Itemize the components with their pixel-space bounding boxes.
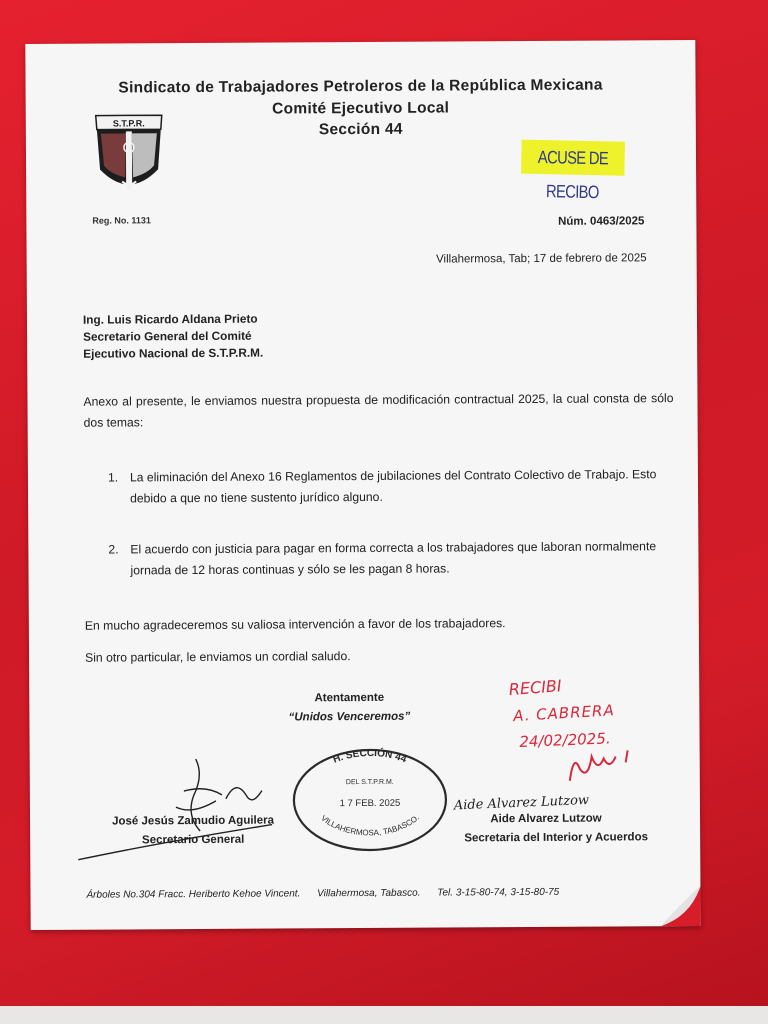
recipient-name: Ing. Luis Ricardo Aldana Prieto [82, 311, 258, 327]
closing-atentamente: Atentamente [314, 691, 385, 705]
svg-text:VILLAHERMOSA, TABASCO. [319, 813, 421, 838]
signature-1-scribble [76, 754, 287, 865]
list-item-text: La eliminación del Anexo 16 Reglamentos de jubilaciones del Contrato Colectivo de Trabajo. Esto debido a que no tiene sustento jurídico alguno. [129, 467, 657, 506]
letterhead-line3: Sección 44 [318, 120, 403, 139]
closing-motto: “Unidos Venceremos” [288, 710, 411, 724]
emblem-text: S.T.P.R. [112, 118, 145, 129]
signatory-1-title: Secretario General [141, 833, 245, 847]
bottom-strip [0, 1006, 768, 1024]
recipient-title1: Secretario General del Comité [83, 328, 252, 344]
received-line2: A. CABRERA [512, 701, 616, 726]
list-item-text: El acuerdo con justicia para pagar en forma correcta a los trabajadores que laboran normalmente jornada de 12 horas continuas y sólo se les pagan 8 horas. [130, 539, 657, 578]
footer-address-line [86, 886, 666, 901]
thanks-paragraph: En mucho agradeceremos su valiosa intervención a favor de los trabajadores. [84, 616, 506, 633]
letter-page [25, 40, 700, 930]
svg-text:H. SECCIÓN 44 [331, 746, 408, 766]
recipient-title2: Ejecutivo Nacional de S.T.P.R.M. [83, 345, 264, 361]
acuse-de-recibo-stamp: ACUSE DE RECIBO [521, 140, 625, 176]
list-item [107, 464, 668, 506]
letterhead-line1: Sindicato de Trabajadores Petroleros de la República Mexicana [118, 76, 603, 97]
seal-top-text: H. SECCIÓN 44 [331, 747, 408, 766]
page-curl-corner [660, 886, 700, 926]
received-handwritten-note [499, 672, 680, 783]
seal-date: 1 7 FEB. 2025 [339, 797, 401, 810]
farewell-paragraph: Sin otro particular, le enviamos un cordial saludo. [85, 649, 351, 665]
registration-number: Reg. No. 1131 [92, 215, 151, 226]
signatory-2-handwriting: Aide Alvarez Lutzow [453, 792, 590, 814]
seal-sub-text: DEL S.T.P.R.M. [345, 778, 394, 787]
union-emblem-icon [92, 107, 167, 207]
recipient-block [83, 311, 263, 363]
document-number: Núm. 0463/2025 [558, 215, 645, 228]
letterhead-line2: Comité Ejecutivo Local [272, 99, 450, 118]
footer-address: Árboles No.304 Fracc. Heriberto Kehoe Vincent. [86, 888, 301, 901]
signatory-2-name: Aide Alvarez Lutzow [490, 812, 602, 826]
official-seal-stamp [290, 741, 451, 852]
intro-paragraph: Anexo al presente, le enviamos nuestra propuesta de modificación contractual 2025, la cual consta de sólo dos temas: [83, 391, 674, 430]
signatory-1-name: José Jesús Zamudio Aguilera [112, 814, 275, 828]
signatory-2-title: Secretaria del Interior y Acuerdos [464, 831, 649, 845]
footer-phones: Tel. 3-15-80-74, 3-15-80-75 [437, 886, 560, 899]
received-line1: RECIBI [508, 676, 563, 700]
list-item-number: 1. [107, 470, 119, 485]
list-item [108, 536, 668, 578]
footer-city: Villahermosa, Tabasco. [317, 887, 421, 900]
received-line3: 24/02/2025. [519, 729, 611, 752]
seal-bottom-text: VILLAHERMOSA, TABASCO. [319, 813, 421, 838]
document-date: Villahermosa, Tab; 17 de febrero de 2025 [436, 252, 647, 266]
list-item-number: 2. [108, 542, 119, 557]
